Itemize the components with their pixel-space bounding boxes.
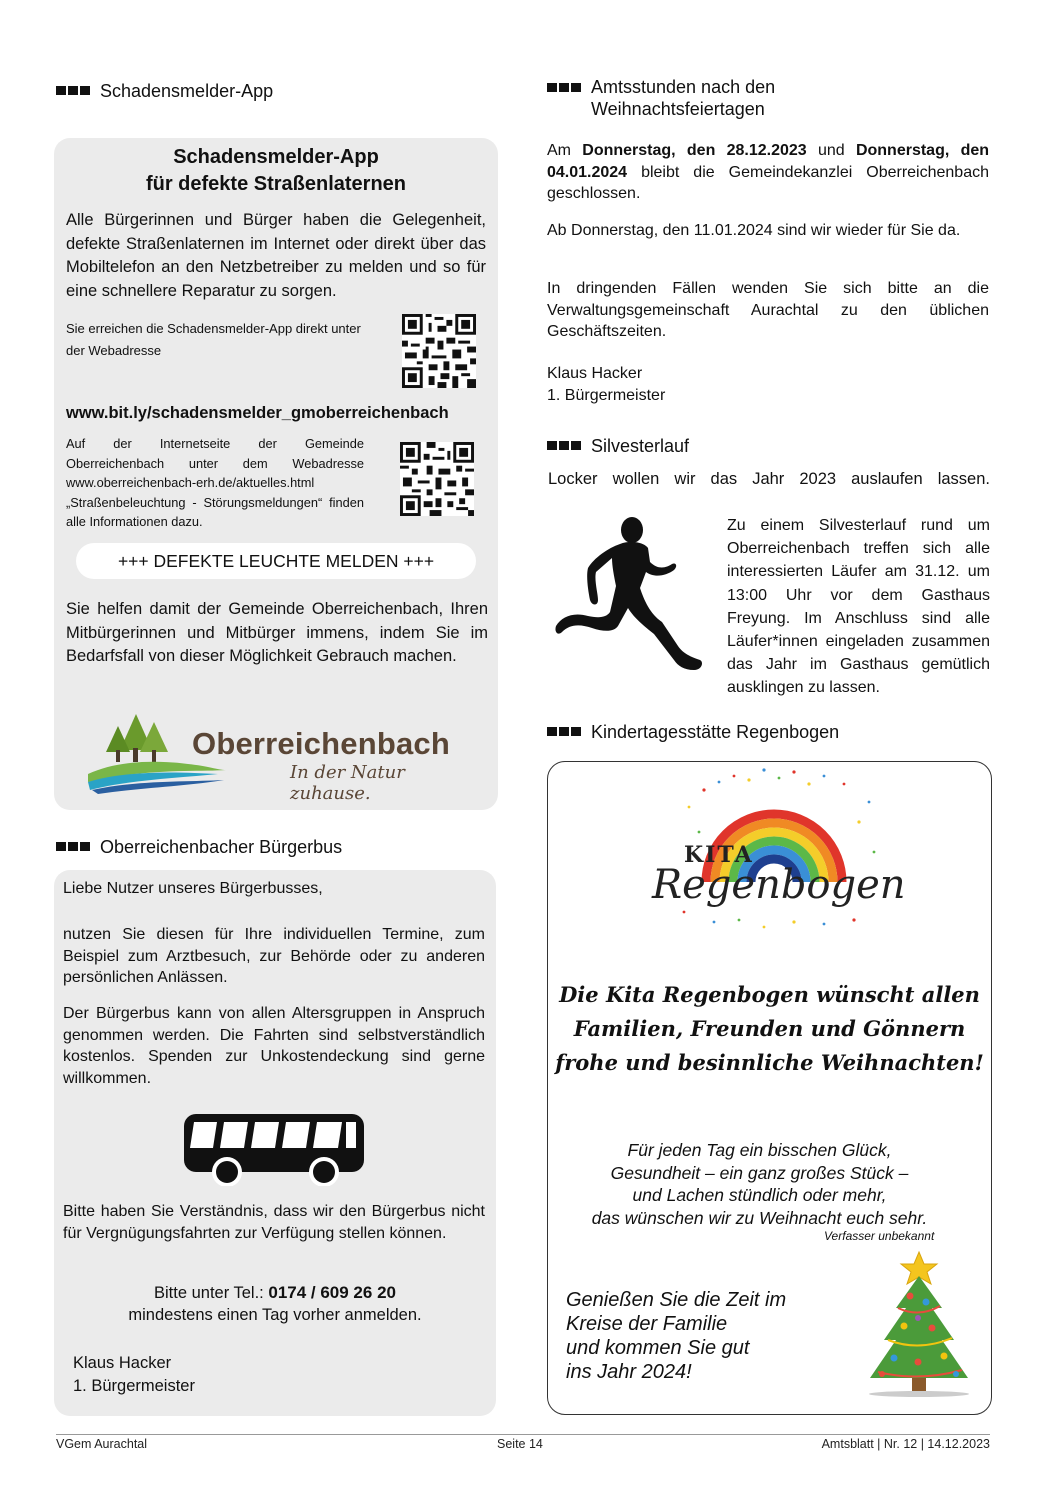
kita-box: [547, 761, 992, 1415]
amtsstunden-p3: In dringenden Fällen wenden Sie sich bitte an die Verwaltungsgemeinschaft Aurachtal zu den üblichen Geschäftszeiten.: [547, 280, 989, 340]
section-marker-icon: [56, 86, 90, 95]
buergerbus-box: [54, 870, 496, 1416]
runner-icon: [554, 514, 706, 678]
buergerbus-p2: Der Bürgerbus kann von allen Altersgruppen in Anspruch genommen werden. Die Fahrten sind selbstverständlich kostenlos. Spenden zur Unkostendeckung sind gerne willkommen.: [63, 1005, 485, 1087]
kita-closing: Genießen Sie die Zeit im Kreise der Familie und kommen Sie gut ins Jahr 2024!: [566, 1289, 787, 1383]
kita-regenbogen-logo: [644, 762, 906, 932]
silvesterlauf-heading: Silvesterlauf: [547, 435, 689, 457]
section-marker-icon: [547, 727, 581, 736]
amtsstunden-p2: Ab Donnerstag, den 11.01.2024 sind wir wieder für Sie da.: [547, 222, 961, 239]
buergerbus-signature: Klaus Hacker 1. Bürgermeister: [73, 1354, 195, 1395]
bus-icon: [182, 1108, 366, 1186]
kita-heading: Kindertagesstätte Regenbogen: [547, 721, 839, 743]
qr-code-icon: [400, 442, 474, 516]
footer-page-number: Seite 14: [497, 1437, 543, 1451]
buergerbus-greeting: Liebe Nutzer unseres Bürgerbusses,: [63, 880, 323, 897]
schadensmelder-heading: Schadensmelder-App: [56, 80, 273, 102]
silvesterlauf-lead: Locker wollen wir das Jahr 2023 auslaufen lassen.: [548, 470, 990, 488]
kita-poem: Für jeden Tag ein bisschen Glück, Gesundheit – ein ganz großes Stück – und Lachen stündlich oder mehr, das wünschen wir zu Weihnacht euch sehr.: [591, 1140, 928, 1228]
section-marker-icon: [547, 83, 581, 92]
oberreichenbach-logo: [88, 708, 488, 804]
amtsstunden-p1: Am Donnerstag, den 28.12.2023 und Donnerstag, den 04.01.2024 bleibt die Gemeindekanzlei Oberreichenbach geschlossen.: [547, 142, 990, 202]
footer-right: Amtsblatt | Nr. 12 | 14.12.2023: [821, 1437, 990, 1451]
schadensmelder-intro: Alle Bürgerinnen und Bürger haben die Gelegenheit, defekte Straßenlaternen im Internet oder direkt über das Mobiltelefon an den Netzbetreiber zu melden und so für eine schnellere Reparatur zu sorgen.: [66, 211, 486, 300]
buergerbus-heading: Oberreichenbacher Bürgerbus: [56, 836, 342, 858]
qr-code-icon: [402, 314, 476, 388]
kita-wish: Die Kita Regenbogen wünscht allen Familien, Freunden und Gönnern frohe und besinnliche Weihnachten!: [555, 982, 984, 1075]
amtsstunden-heading: Amtsstunden nach den Weihnachtsfeiertagen: [547, 77, 775, 120]
buergerbus-phone-number[interactable]: 0174 / 609 26 20: [268, 1283, 396, 1302]
kita-logo-name: Regenbogen: [652, 862, 906, 908]
schadensmelder-box: [54, 138, 498, 810]
amtsstunden-signature: Klaus Hacker 1. Bürgermeister: [547, 365, 666, 404]
oberreichenbach-logo-name: Oberreichenbach: [192, 726, 450, 761]
footer-divider: [56, 1434, 990, 1435]
section-marker-icon: [56, 842, 90, 851]
christmas-tree-icon: [860, 1246, 978, 1406]
footer-left: VGem Aurachtal: [56, 1437, 148, 1451]
section-marker-icon: [547, 441, 581, 450]
schadensmelder-box-title: Schadensmelder-App für defekte Straßenlaternen: [145, 146, 407, 195]
kita-poem-author: Verfasser unbekannt: [824, 1229, 935, 1243]
schadensmelder-reach-text: Sie erreichen die Schadensmelder-App direkt unter der Webadresse: [66, 321, 361, 358]
buergerbus-phone-info: Bitte unter Tel.: 0174 / 609 26 20 mindestens einen Tag vorher anmelden.: [128, 1283, 422, 1324]
schadensmelder-url[interactable]: www.bit.ly/schadensmelder_gmoberreichenbach: [66, 404, 449, 422]
oberreichenbach-logo-slogan: In der Natur zuhause.: [290, 762, 405, 804]
silvesterlauf-body: Zu einem Silvesterlauf rund um Oberreichenbach treffen sich alle interessierten Läufer am 31.12. um 13:00 Uhr vor dem Gasthaus Freyung. Im Anschluss sind alle Läufer*innen eingeladen zusammen das Jahr im Gasthaus gemütlich ausklingen zu lassen.: [727, 517, 990, 697]
schadensmelder-website-text: Auf der Internetseite der Gemeinde Oberreichenbach unter dem Webadresse www.oberreichenbach-erh.de/aktuelles.html „Straßenbeleuchtung - Störungsmeldungen“ finden alle Informationen dazu.: [66, 436, 364, 529]
schadensmelder-help-text: Sie helfen damit der Gemeinde Oberreichenbach, Ihren Mitbürgerinnen und Mitbürger immens, indem Sie im Bedarfsfall von dieser Möglichkeit Gebrauch machen.: [66, 600, 488, 665]
defekte-leuchte-melden-button[interactable]: +++ DEFEKTE LEUCHTE MELDEN +++: [76, 543, 476, 579]
buergerbus-p1: nutzen Sie diesen für Ihre individuellen Termine, zum Beispiel zum Arztbesuch, zur Behörde oder zu anderen persönlichen Anlässen.: [63, 926, 485, 986]
buergerbus-p3: Bitte haben Sie Verständnis, dass wir den Bürgerbus nicht für Vergnügungsfahrten zur Verfügung stellen können.: [63, 1203, 485, 1242]
kita-logo-kita-text: KITA: [684, 842, 754, 868]
